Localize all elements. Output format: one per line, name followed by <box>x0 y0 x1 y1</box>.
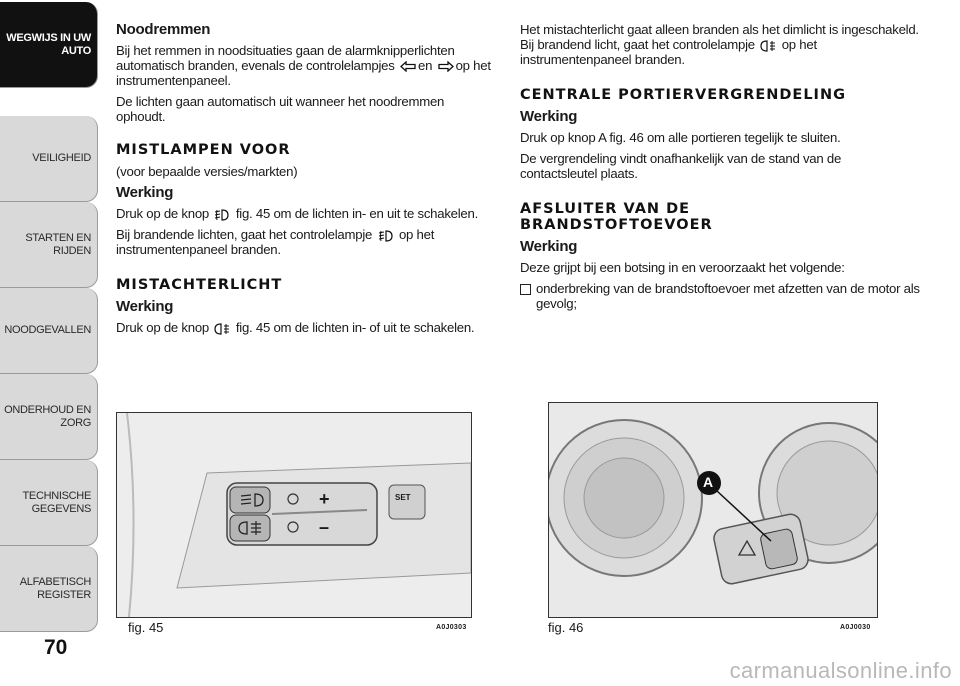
watermark: carmanualsonline.info <box>729 658 952 683</box>
heading-werking: Werking <box>520 238 578 255</box>
heading-werking: Werking <box>520 108 578 125</box>
left-column <box>116 22 496 341</box>
rear-fog-light-icon <box>760 40 776 52</box>
heading-werking: Werking <box>116 298 174 315</box>
paragraph: Bij brandende lichten, gaat het controlelampje op het instrumentenpaneel branden. <box>116 227 435 257</box>
tab-noodgevallen[interactable]: NOODGEVALLEN <box>0 288 98 374</box>
set-label: SET <box>395 493 411 502</box>
front-fog-light-icon <box>214 209 230 221</box>
turn-left-arrow-icon <box>400 61 416 72</box>
minus-label: – <box>319 517 330 537</box>
rear-fog-light-icon <box>214 323 230 335</box>
subtitle: (voor bepaalde versies/markten) <box>116 164 298 179</box>
heading-werking: Werking <box>116 184 174 201</box>
callout-marker-a: A <box>703 474 714 490</box>
figure-46-caption: fig. 46 <box>548 620 584 635</box>
paragraph: Druk op knop A fig. 46 om alle portieren tegelijk te sluiten. <box>520 130 841 145</box>
tab-onderhoud[interactable]: ONDERHOUD EN ZORG <box>0 374 98 460</box>
page-number: 70 <box>44 636 68 659</box>
plus-label: + <box>319 489 330 509</box>
paragraph: Deze grijpt bij een botsing in en veroorzaakt het volgende: <box>520 260 845 275</box>
right-column <box>520 22 920 311</box>
paragraph: De lichten gaan automatisch uit wanneer het noodremmen ophoudt. <box>116 94 445 124</box>
heading-mistlampen: MISTLAMPEN VOOR <box>116 142 291 158</box>
list-item: onderbreking van de brandstoftoevoer met afzetten van de motor als gevolg; <box>520 281 920 311</box>
heading-mistachterlicht: MISTACHTERLICHT <box>116 277 283 293</box>
paragraph: Het mistachterlicht gaat alleen branden als het dimlicht is ingeschakeld. Bij brandend licht, gaat het controlelampje op het instrumentenpaneel branden. <box>520 22 919 67</box>
paragraph: Bij het remmen in noodsituaties gaan de alarmknipperlichten automatisch branden, evenals de controlelampjes en op het instrumentenpaneel. <box>116 43 491 88</box>
paragraph: Druk op de knop fig. 45 om de lichten in- en uit te schakelen. <box>116 206 479 221</box>
figure-46-image <box>548 402 878 618</box>
light-switch-panel-illustration <box>117 413 471 617</box>
figure-45-caption: fig. 45 <box>128 620 164 635</box>
central-locking-button-illustration <box>549 403 877 617</box>
paragraph: De vergrendeling vindt onafhankelijk van de stand van de contactsleutel plaats. <box>520 151 842 181</box>
figure-45-code: A0J0303 <box>436 624 467 631</box>
figure-46-code: A0J0030 <box>840 624 871 631</box>
checkbox-bullet-icon <box>520 284 531 295</box>
tab-wegwijs[interactable]: WEGWIJS IN UW AUTO <box>0 2 98 88</box>
tab-register[interactable]: ALFABETISCH REGISTER <box>0 546 98 632</box>
front-fog-light-icon <box>378 230 394 242</box>
tab-veiligheid[interactable]: VEILIGHEID <box>0 116 98 202</box>
turn-right-arrow-icon <box>438 61 454 72</box>
tab-technische[interactable]: TECHNISCHE GEGEVENS <box>0 460 98 546</box>
paragraph: Druk op de knop fig. 45 om de lichten in- of uit te schakelen. <box>116 320 475 335</box>
heading-centrale-portiervergrendeling: CENTRALE PORTIERVERGRENDELING <box>520 87 846 103</box>
heading-noodremmen: Noodremmen <box>116 21 211 38</box>
figure-45-image <box>116 412 472 618</box>
heading-afsluiter: AFSLUITER VAN DE BRANDSTOFTOEVOER <box>520 201 713 233</box>
tab-starten[interactable]: STARTEN EN RIJDEN <box>0 202 98 288</box>
